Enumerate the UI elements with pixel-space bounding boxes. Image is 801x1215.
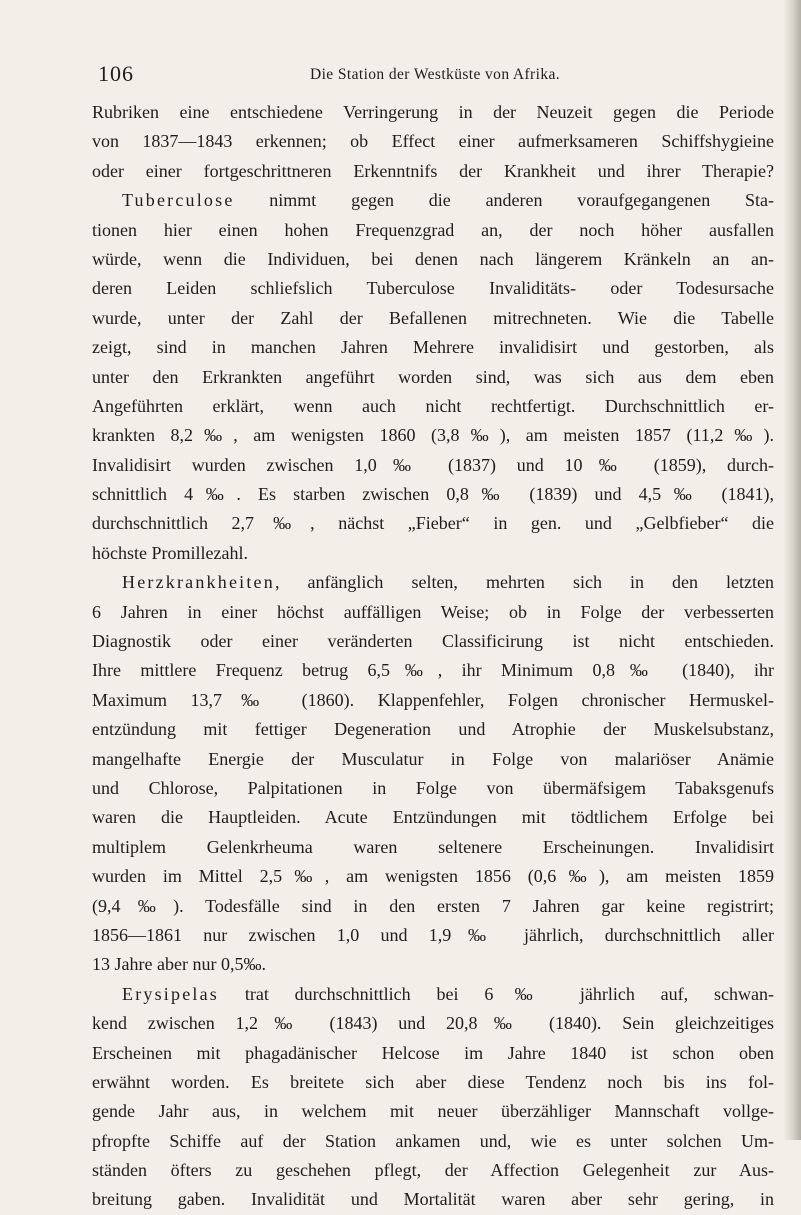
- text-line: unter den Erkrankten angeführt worden sind, was sich aus dem eben: [92, 366, 774, 387]
- text-line: 6 Jahren in einer höchst auffälligen Weise; ob in Folge der verbesserten: [92, 601, 774, 622]
- text-line: mangelhafte Energie der Musculatur in Folge von malariöser Anämie: [92, 748, 774, 769]
- text-line: wurde, unter der Zahl der Befallenen mitrechneten. Wie die Tabelle: [92, 307, 774, 328]
- text-line: Diagnostik oder einer veränderten Classificirung ist nicht entschieden.: [92, 631, 774, 652]
- text-line: würde, wenn die Individuen, bei denen nach längerem Kränkeln an an-: [92, 248, 774, 269]
- text-line: multiplem Gelenkrheuma waren seltenere Erscheinungen. Invalidisirt: [92, 836, 774, 857]
- text-line: wurden im Mittel 2,5‰, am wenigsten 1856 (0,6‰), am meisten 1859: [92, 866, 774, 887]
- text-line: Rubriken eine entschiedene Verringerung in der Neuzeit gegen die Periode: [92, 102, 774, 122]
- text-line: oder einer fortgeschrittneren Erkenntnifs der Krankheit und ihrer Therapie?: [92, 160, 774, 181]
- text-line: gende Jahr aus, in welchem mit neuer überzähliger Mannschaft vollge-: [92, 1101, 774, 1122]
- line-rest: , anfänglich selten, mehrten sich in den letzten: [274, 572, 774, 593]
- text-line: deren Leiden schliefslich Tuberculose Invaliditäts- oder Todesursache: [92, 278, 774, 299]
- keyword-tuberculose: Tuberculose: [122, 190, 235, 211]
- text-line: Angeführten erklärt, wenn auch nicht rechtfertigt. Durchschnittlich er-: [92, 395, 774, 416]
- body-text: [92, 98, 774, 1215]
- text-line: tionen hier einen hohen Frequenzgrad an, der noch höher ausfallen: [92, 219, 774, 240]
- line-rest: trat durchschnittlich bei 6‰ jährlich auf, schwan-: [218, 983, 774, 1004]
- text-line: krankten 8,2‰, am wenigsten 1860 (3,8‰), am meisten 1857 (11,2‰).: [92, 425, 774, 446]
- text-line: 13 Jahre aber nur 0,5‰.: [92, 954, 266, 975]
- text-line: [92, 186, 774, 215]
- text-line: entzündung mit fettiger Degeneration und Atrophie der Muskelsubstanz,: [92, 719, 774, 740]
- text-line: zeigt, sind in manchen Jahren Mehrere invalidisirt und gestorben, als: [92, 337, 774, 358]
- page-header: [0, 60, 801, 88]
- text-line: kend zwischen 1,2‰ (1843) und 20,8‰ (1840). Sein gleichzeitiges: [92, 1013, 774, 1034]
- text-line: schnittlich 4‰. Es starben zwischen 0,8‰ (1839) und 4,5‰ (1841),: [92, 484, 774, 505]
- page-edge-shadow: [783, 0, 801, 1140]
- text-line: [92, 980, 774, 1009]
- text-line: breitung gaben. Invalidität und Mortalität waren aber sehr gering, in: [92, 1189, 774, 1210]
- line-rest: nimmt gegen die anderen voraufgegangenen Sta-: [234, 190, 774, 211]
- text-line: 1856—1861 nur zwischen 1,0 und 1,9‰ jährlich, durchschnittlich aller: [92, 924, 774, 945]
- text-line: pfropfte Schiffe auf der Station ankamen und, wie es unter solchen Um-: [92, 1130, 774, 1151]
- text-line: Erscheinen mit phagadänischer Helcose im Jahre 1840 ist schon oben: [92, 1042, 774, 1063]
- text-line: erwähnt worden. Es breitete sich aber diese Tendenz noch bis ins fol-: [92, 1071, 774, 1092]
- keyword-herzkrankheiten: Herzkrankheiten: [122, 572, 275, 593]
- text-line: durchschnittlich 2,7‰, nächst „Fieber“ in gen. und „Gelbfieber“ die: [92, 513, 774, 534]
- text-line: und Chlorose, Palpitationen in Folge von übermäfsigem Tabaksgenufs: [92, 777, 774, 798]
- text-line: ständen öfters zu geschehen pflegt, der Affection Gelegenheit zur Aus-: [92, 1160, 774, 1181]
- text-line: Maximum 13,7‰ (1860). Klappenfehler, Folgen chronischer Hermuskel-: [92, 689, 774, 710]
- text-line: von 1837—1843 erkennen; ob Effect einer aufmerksameren Schiffshygieine: [92, 131, 774, 152]
- text-line: (9,4‰). Todesfälle sind in den ersten 7 Jahren gar keine registrirt;: [92, 895, 774, 916]
- text-line: [92, 568, 774, 597]
- text-line: waren die Hauptleiden. Acute Entzündungen mit tödtlichem Erfolge bei: [92, 807, 774, 828]
- running-head: Die Station der Westküste von Afrika.: [310, 66, 561, 83]
- text-line: Invalidisirt wurden zwischen 1,0‰ (1837) und 10‰ (1859), durch-: [92, 454, 774, 475]
- text-line: Ihre mittlere Frequenz betrug 6,5‰, ihr Minimum 0,8‰ (1840), ihr: [92, 660, 774, 681]
- keyword-erysipelas: Erysipelas: [122, 983, 219, 1004]
- page-number: 106: [98, 61, 134, 86]
- text-line: höchste Promillezahl.: [92, 542, 248, 563]
